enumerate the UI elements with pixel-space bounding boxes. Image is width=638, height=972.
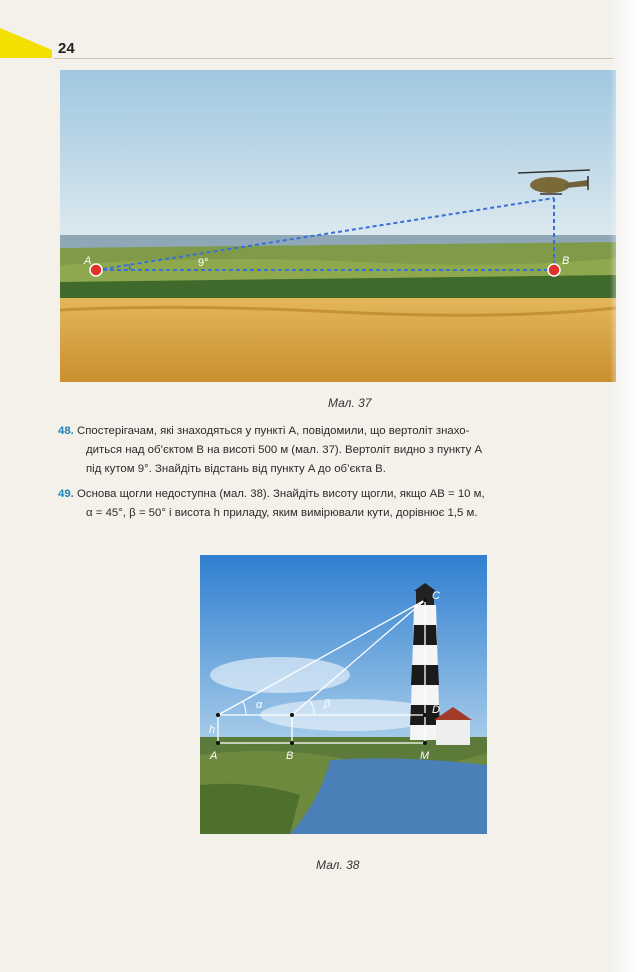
angle-9-label: 9° [198,257,209,269]
point-b-label-38: B [286,750,294,762]
page-number: 24 [58,40,75,57]
point-b-label: B [562,255,570,267]
figure-38-photo [200,555,487,834]
h-label: h [209,724,216,736]
point-a-label: A [84,255,92,267]
problem-49 [58,485,628,523]
problem-49-number: 49. [58,488,74,500]
problem-49-line-1: 49. Основа щогли недоступна (мал. 38). Знайдіть висоту щогли, якщо AB = 10 м, [58,488,485,500]
beta-label: β [324,698,331,710]
problem-48-line-1: 48. Спостерігачам, які знаходяться у пункті A, повідомили, що вертоліт знахо- [58,425,470,437]
point-m-label: M [420,750,430,762]
point-a-label-38: A [210,750,218,762]
figure-37-caption: Мал. 37 [328,396,372,410]
point-a-marker [90,264,102,276]
header-rule [54,58,614,59]
problem-48 [58,422,628,479]
alpha-label: α [256,699,263,711]
problem-48-line-3: під кутом 9°. Знайдіть відстань від пункту A до об’єкта B. [86,463,386,475]
problem-48-line-2: диться над об’єктом B на висоті 500 м (мал. 37). Вертоліт видно з пункту A [86,444,483,456]
corner-tab-decoration [0,28,52,58]
page-edge-shadow [610,0,638,972]
figure-38-caption: Мал. 38 [316,858,360,872]
point-c-label: C [432,590,440,602]
figure-37-photo [60,70,616,382]
problem-48-number: 48. [58,425,74,437]
problem-49-line-2: α = 45°, β = 50° і висота h приладу, яким вимірювали кути, дорівнює 1,5 м. [86,507,478,519]
point-b-marker [548,264,560,276]
point-d-label: D [432,704,440,716]
